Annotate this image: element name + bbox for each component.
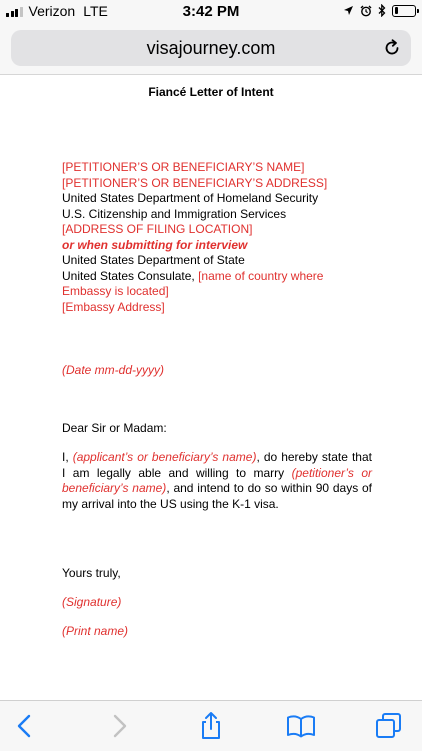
date-placeholder: (Date mm-dd-yyyy) — [62, 363, 165, 377]
closing: Yours truly, — [62, 566, 121, 580]
chevron-left-icon[interactable] — [10, 711, 40, 741]
status-right — [343, 4, 416, 17]
address-block — [62, 160, 372, 315]
consulate-country: [name of country where Embassy is located] — [62, 268, 324, 298]
tabs-icon[interactable] — [374, 711, 404, 741]
petitioner-name: [PETITIONER’S OR BENEFICIARY’S NAME] — [62, 160, 305, 174]
dhs-line: United States Department of Homeland Security — [62, 191, 319, 205]
applicant-name-placeholder: (applicant’s or beneficiary’s name) — [72, 450, 257, 464]
battery-level — [395, 7, 398, 14]
status-bar — [0, 0, 422, 24]
state-line: United States Department of State — [62, 253, 245, 267]
location-icon — [343, 5, 354, 16]
letter-document — [0, 75, 422, 700]
filing-location: [ADDRESS OF FILING LOCATION] — [62, 222, 253, 236]
consulate-line — [62, 269, 372, 300]
carrier-label: Verizon — [28, 3, 76, 19]
signature-placeholder: (Signature) — [62, 595, 122, 609]
partner-name-placeholder: (petitioner’s or beneficiary’s name) — [62, 465, 372, 495]
status-time: 3:42 PM — [182, 3, 240, 20]
uscis-line: U.S. Citizenship and Immigration Services — [62, 206, 287, 221]
consulate-prefix: United States Consulate, — [62, 268, 199, 283]
salutation: Dear Sir or Madam: — [62, 421, 167, 435]
battery-icon — [392, 5, 416, 17]
chevron-right-icon[interactable] — [104, 711, 134, 741]
url-text[interactable]: visajourney.com — [146, 38, 276, 58]
letter-title: Fiancé Letter of Intent — [148, 85, 274, 99]
embassy-address: [Embassy Address] — [62, 299, 165, 314]
petitioner-address: [PETITIONER’S OR BENEFICIARY’S ADDRESS] — [62, 175, 328, 190]
share-icon[interactable] — [196, 711, 226, 741]
book-icon[interactable] — [286, 711, 316, 741]
print-name-placeholder: (Print name) — [62, 624, 129, 638]
reload-icon[interactable] — [382, 38, 402, 58]
browser-header — [0, 24, 422, 75]
address-bar[interactable] — [11, 30, 411, 66]
alarm-icon — [360, 5, 372, 17]
network-label: LTE — [83, 3, 108, 19]
body-text-1: I, — [62, 450, 73, 464]
browser-toolbar — [0, 700, 422, 751]
body-text-3: , and intend to do so within 90 days of my arrival into the US using the K-1 visa. — [62, 481, 373, 511]
body-text-2: , do hereby state that I am legally able and willing to marry — [62, 450, 372, 480]
letter-body — [62, 450, 372, 512]
bluetooth-icon — [378, 4, 386, 17]
interview-note: or when submitting for interview — [62, 237, 248, 252]
